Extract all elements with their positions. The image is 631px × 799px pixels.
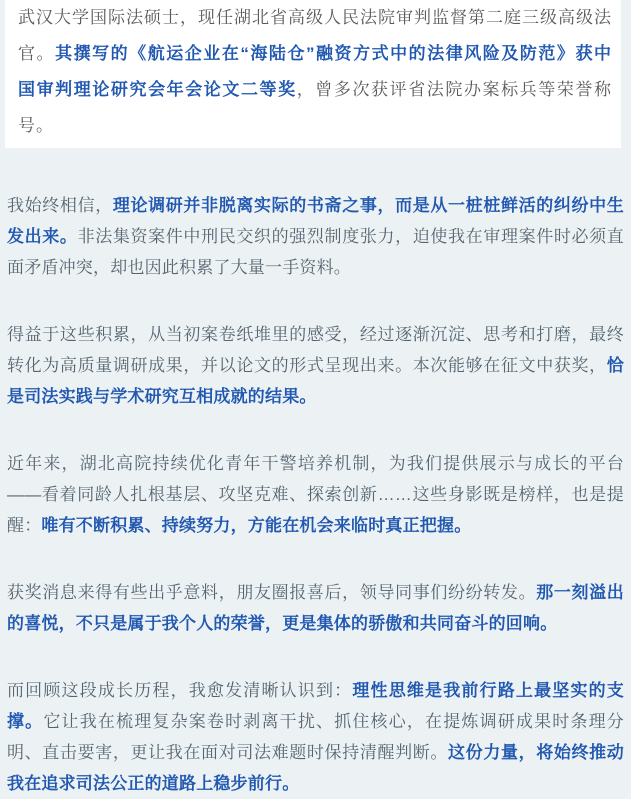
highlight-text: 唯有不断积累、持续努力，方能在机会来临时真正把握。 xyxy=(41,516,472,535)
body-text: 得益于这些积累，从当初案卷纸堆里的感受，经过逐渐沉淀、思考和打磨，最终转化为高质量调研成果，并以论文的形式呈现出来。本次能够在征文中获奖， xyxy=(7,325,624,375)
body-text: 我始终相信， xyxy=(7,196,113,215)
paragraph-2 xyxy=(7,319,624,412)
body-text: 而回顾这段成长历程，我愈发清晰认识到： xyxy=(7,681,353,700)
highlight-text: 其撰写的《航运企业在“海陆仓”融资方式中的法律风险及防范》获中国审判理论研究会年会论文二等奖 xyxy=(18,44,612,99)
body-text: 它让我在梳理复杂案卷时剥离干扰、抓住核心，在提炼调研成果时条理分明、直击要害，更让我在面对司法难题时保持清醒判断。 xyxy=(7,712,624,762)
intro-card xyxy=(5,0,621,148)
paragraph-4 xyxy=(7,577,624,639)
intro-card-text xyxy=(18,0,612,144)
highlight-text: 理性思维是我前行路上最坚实的支撑。 xyxy=(7,681,624,731)
paragraph-3 xyxy=(7,448,624,541)
body-text: 非法集资案件中刑民交织的强烈制度张力，迫使我在审理案件时必须直面矛盾冲突，却也因此积累了大量一手资料。 xyxy=(7,227,624,277)
body-text: 获奖消息来得有些出乎意料，朋友圈报喜后，领导同事们纷纷转发。 xyxy=(7,583,537,602)
paragraph-5 xyxy=(7,675,624,799)
highlight-text: 恰是司法实践与学术研究互相成就的结果。 xyxy=(7,356,624,406)
body-text: 近年来，湖北高院持续优化青年干警培养机制，为我们提供展示与成长的平台——看着同龄人扎根基层、攻坚克难、探索创新……这些身影既是榜样，也是提醒： xyxy=(7,454,624,535)
highlight-text: 理论调研并非脱离实际的书斋之事，而是从一桩桩鲜活的纠纷中生发出来。 xyxy=(7,196,624,246)
body-text: 武汉大学国际法硕士，现任湖北省高级人民法院审判监督第二庭三级高级法官。 xyxy=(18,8,612,63)
highlight-text: 那一刻溢出的喜悦，不只是属于我个人的荣誉，更是集体的骄傲和共同奋斗的回响。 xyxy=(7,583,624,633)
article-body xyxy=(0,148,631,799)
paragraph-1 xyxy=(7,190,624,283)
body-text: ，曾多次获评省法院办案标兵等荣誉称号。 xyxy=(18,80,613,135)
highlight-text: 这份力量，将始终推动我在追求司法公正的道路上稳步前行。 xyxy=(7,743,625,793)
